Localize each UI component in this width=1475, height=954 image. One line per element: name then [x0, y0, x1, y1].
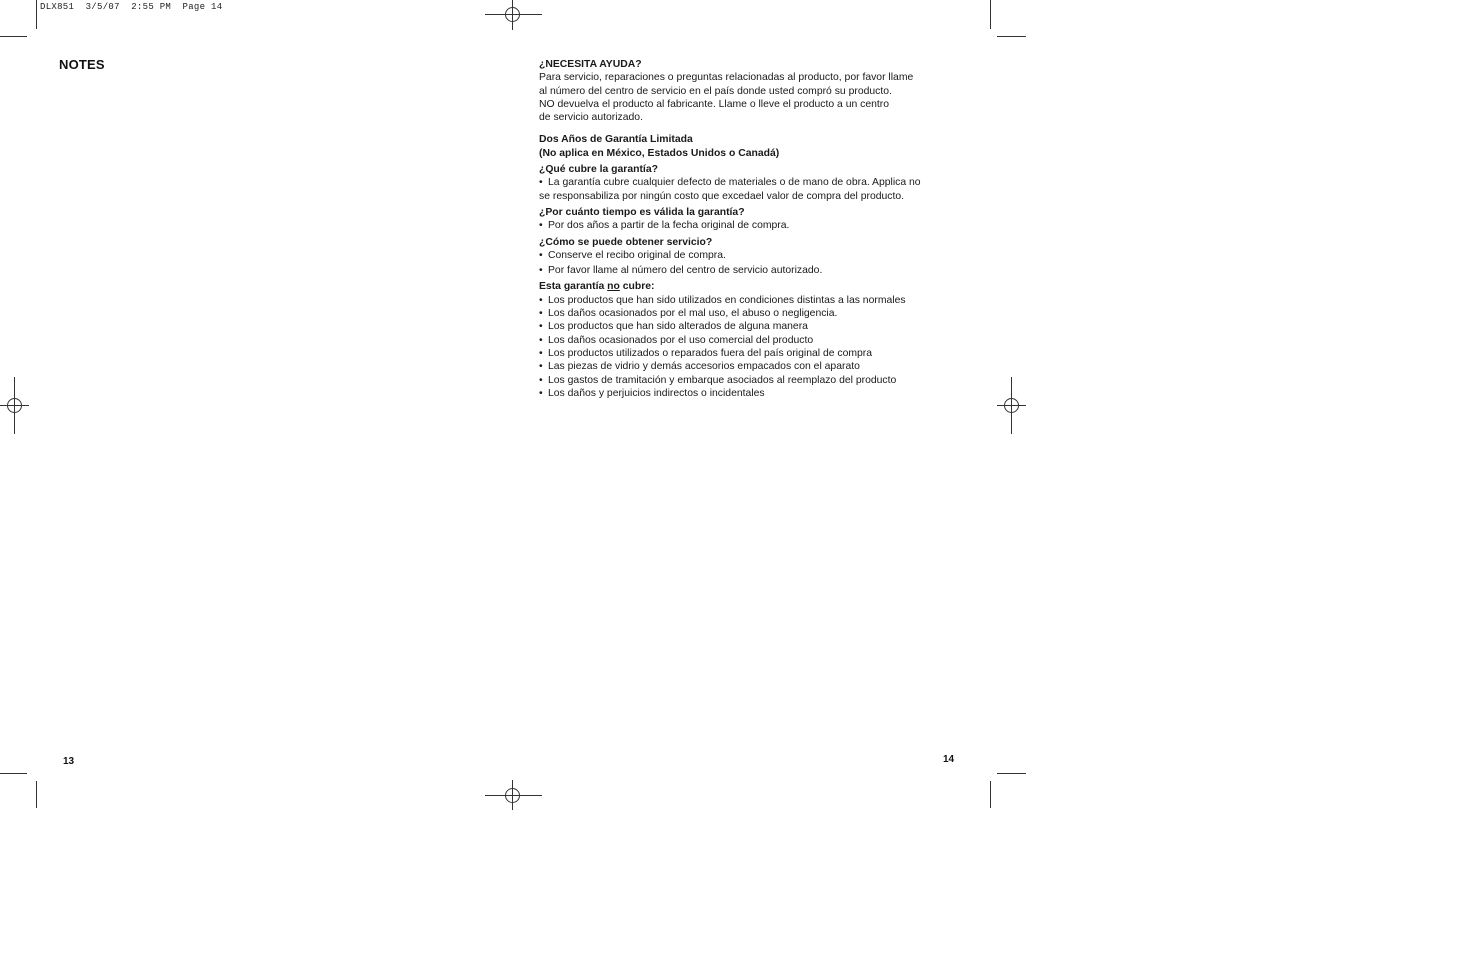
coverage-answer-line: La garantía cubre cualquier defecto de materiales o de mano de obra. Applica no: [548, 177, 921, 189]
help-line: de servicio autorizado.: [539, 112, 643, 124]
bullet-glyph: •: [539, 347, 543, 359]
not-covered-heading-end: cubre:: [619, 281, 655, 293]
not-covered-item: [539, 360, 979, 373]
not-covered-item-text: Los daños ocasionados por el uso comercial del producto: [548, 334, 814, 346]
not-covered-item-text: Los productos que han sido alterados de alguna manera: [548, 321, 808, 333]
service-answer-line: Conserve el recibo original de compra.: [548, 249, 726, 261]
service-question: ¿Cómo se puede obtener servicio?: [539, 236, 713, 248]
service-answer: [539, 264, 979, 277]
bullet-glyph: •: [539, 294, 543, 306]
coverage-answer-continuation: se responsabiliza por ningún costo que excedael valor de compra del producto.: [539, 190, 905, 202]
help-line: NO devuelva el producto al fabricante. Llame o lleve el producto a un centro: [539, 98, 890, 110]
coverage-answer: [539, 176, 979, 189]
not-covered-item-text: Las piezas de vidrio y demás accesorios empacados con el aparato: [548, 361, 860, 373]
not-covered-item: [539, 320, 979, 333]
duration-answer-line: Por dos años a partir de la fecha original de compra.: [548, 220, 790, 232]
bullet-glyph: •: [539, 374, 543, 386]
not-covered-item: [539, 334, 979, 347]
bullet-glyph: •: [539, 220, 543, 232]
help-line: al número del centro de servicio en el país donde usted compró su producto.: [539, 85, 892, 97]
not-covered-item-text: Los gastos de tramitación y embarque asociados al reemplazo del producto: [548, 374, 897, 386]
warranty-subtitle: (No aplica en México, Estados Unidos o Canadá): [539, 147, 780, 159]
not-covered-item: [539, 374, 979, 387]
print-slug: DLX851 3/5/07 2:55 PM Page 14: [40, 2, 223, 12]
not-covered-item-text: Los daños ocasionados por el mal uso, el abuso o negligencia.: [548, 308, 838, 320]
bullet-glyph: •: [539, 321, 543, 333]
bullet-glyph: •: [539, 387, 543, 399]
registration-mark-left: [0, 377, 29, 434]
bullet-glyph: •: [539, 177, 543, 189]
coverage-question: ¿Qué cubre la garantía?: [539, 164, 658, 176]
not-covered-item: [539, 347, 979, 360]
page-number-left: 13: [63, 756, 75, 767]
registration-mark-right: [997, 377, 1026, 434]
bullet-glyph: •: [539, 308, 543, 320]
help-line: Para servicio, reparaciones o preguntas relacionadas al producto, por favor llame: [539, 72, 914, 84]
not-covered-heading-start: Esta garantía: [539, 281, 608, 293]
bullet-glyph: •: [539, 361, 543, 373]
not-covered-item: [539, 294, 979, 307]
warranty-content: [539, 58, 979, 400]
service-answer: [539, 249, 979, 262]
service-answer-line: Por favor llame al número del centro de servicio autorizado.: [548, 265, 823, 277]
duration-question: ¿Por cuánto tiempo es válida la garantía?: [539, 206, 745, 218]
bullet-glyph: •: [539, 265, 543, 277]
bullet-glyph: •: [539, 249, 543, 261]
not-covered-item: [539, 387, 979, 400]
notes-heading: NOTES: [59, 57, 105, 72]
not-covered-item-text: Los productos utilizados o reparados fuera del país original de compra: [548, 347, 873, 359]
not-covered-item-text: Los productos que han sido utilizados en condiciones distintas a las normales: [548, 294, 906, 306]
help-heading: ¿NECESITA AYUDA?: [539, 59, 642, 70]
registration-mark-bottom: [485, 780, 542, 810]
not-covered-emphasis: no: [607, 281, 620, 293]
page-number-right: 14: [943, 754, 955, 765]
bullet-glyph: •: [539, 334, 543, 346]
not-covered-item: [539, 307, 979, 320]
not-covered-item-text: Los daños y perjuicios indirectos o incidentales: [548, 387, 765, 399]
registration-mark-top: [485, 0, 542, 30]
not-covered-heading: [539, 280, 979, 293]
duration-answer: [539, 219, 979, 232]
warranty-title: Dos Años de Garantía Limitada: [539, 134, 693, 146]
